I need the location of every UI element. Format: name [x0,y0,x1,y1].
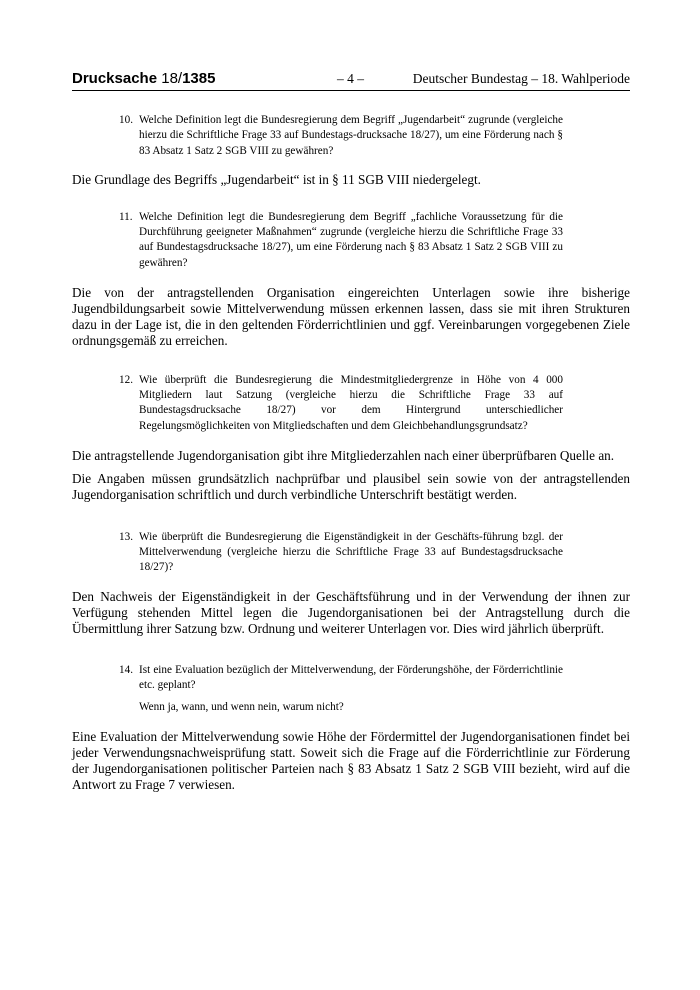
page-body [72,113,630,793]
question-text: Ist eine Evaluation bezüglich der Mittelverwendung, der Förderungshöhe, der Förderrichtlinie etc. geplant? [139,664,563,692]
question-number: 12. [119,373,133,386]
question-10 [119,113,563,159]
document-label: Drucksache [72,70,158,87]
page-header [72,70,630,90]
question-number: 13. [119,530,133,543]
question-number: 10. [119,114,133,126]
question-14 [119,663,563,715]
document-session: 18/ [161,70,183,87]
answer-10: Die Grundlage des Begriffs „Jugendarbeit“ ist in § 11 SGB VIII niedergelegt. [72,171,481,187]
question-text: Welche Definition legt die Bundesregierung dem Begriff „fachliche Voraussetzung für die Durchführung geeigneter Maßnahmen“ zugrunde (vergleiche hierzu die Schriftliche Frage 33 auf Bundestagsdrucksache 18/27), um eine Förderung nach § 83 Absatz 1 Satz 2 SGB VIII zu gewähren? [139,210,563,269]
answer-13: Den Nachweis der Eigenständigkeit in der Geschäftsführung und in der Verwendung der ihnen zur Verfügung stehenden Mittel legen die Jugendorganisationen bei der Antragstellung durch die Übermittlung ihrer Satzung bzw. Ordnung und weiterer Unterlagen vor. Dies wird jährlich überprüft. [72,589,630,637]
question-13 [119,530,563,576]
answer-12-paragraph-1: Die antragstellende Jugendorganisation gibt ihre Mitgliederzahlen nach einer überprüfbaren Quelle an. [72,447,615,463]
document-number [72,70,215,87]
question-text: Welche Definition legt die Bundesregierung dem Begriff „Jugendarbeit“ zugrunde (vergleiche hierzu die Schriftliche Frage 33 auf Bundestags-drucksache 18/27), um eine Förderung nach § 83 Absatz 1 Satz 2 SGB VIII zu gewähren? [139,114,563,157]
parliament-period: Deutscher Bundestag – 18. Wahlperiode [412,71,630,86]
question-text: Wie überprüft die Bundesregierung die Eigenständigkeit in der Geschäfts-führung bzgl. der Mittelverwendung (vergleiche hierzu die Schriftliche Frage 33 auf Bundestagsdrucksache 18/27)? [139,530,563,574]
question-text: Wie überprüft die Bundesregierung die Mindestmitgliedergrenze in Höhe von 4 000 Mitgliedern laut Satzung (vergleiche hierzu die Schriftliche Frage 33 auf Bundestagsdrucksache 18/27) vor dem Hintergrund unterschiedlicher Regelungsmöglichkeiten von Mitgliedschaften und dem Gleichbehandlungsgrundsatz? [139,373,563,432]
page-number: – 4 – [337,71,364,86]
question-number: 11. [119,210,133,223]
document-number-value: 1385 [182,70,216,87]
answer-12-paragraph-2: Die Angaben müssen grundsätzlich nachprüfbar und plausibel sein sowie von der antragstellenden Jugendorganisation schriftlich und durch verbindliche Unterschrift bestätigt werden. [72,470,630,502]
answer-14: Eine Evaluation der Mittelverwendung sowie Höhe der Fördermittel der Jugendorganisationen findet bei jeder Verwendungsnachweisprüfung statt. Soweit sich die Frage auf die Förderrichtlinie zur Förderung der Jugendorganisationen politischer Parteien nach § 83 Absatz 1 Satz 2 SGB VIII bezieht, wird auf die Antwort zu Frage 7 verwiesen. [72,729,630,792]
question-subtext: Wenn ja, wann, und wenn nein, warum nicht? [139,700,344,713]
question-number: 14. [119,664,133,677]
question-12 [119,373,563,434]
answer-11: Die von der antragstellenden Organisation eingereichten Unterlagen sowie ihre bisherige Jugendbildungsarbeit sowie Mittelverwendung müssen erkennen lassen, dass sie mit ihren Strukturen dazu in der Lage ist, die in den geltenden Förderrichtlinien und ggf. Vereinbarungen vorgegebenen Ziele ordnungsgemäß zu erreichen. [72,284,630,348]
header-rule [72,90,630,91]
question-11 [119,210,563,271]
